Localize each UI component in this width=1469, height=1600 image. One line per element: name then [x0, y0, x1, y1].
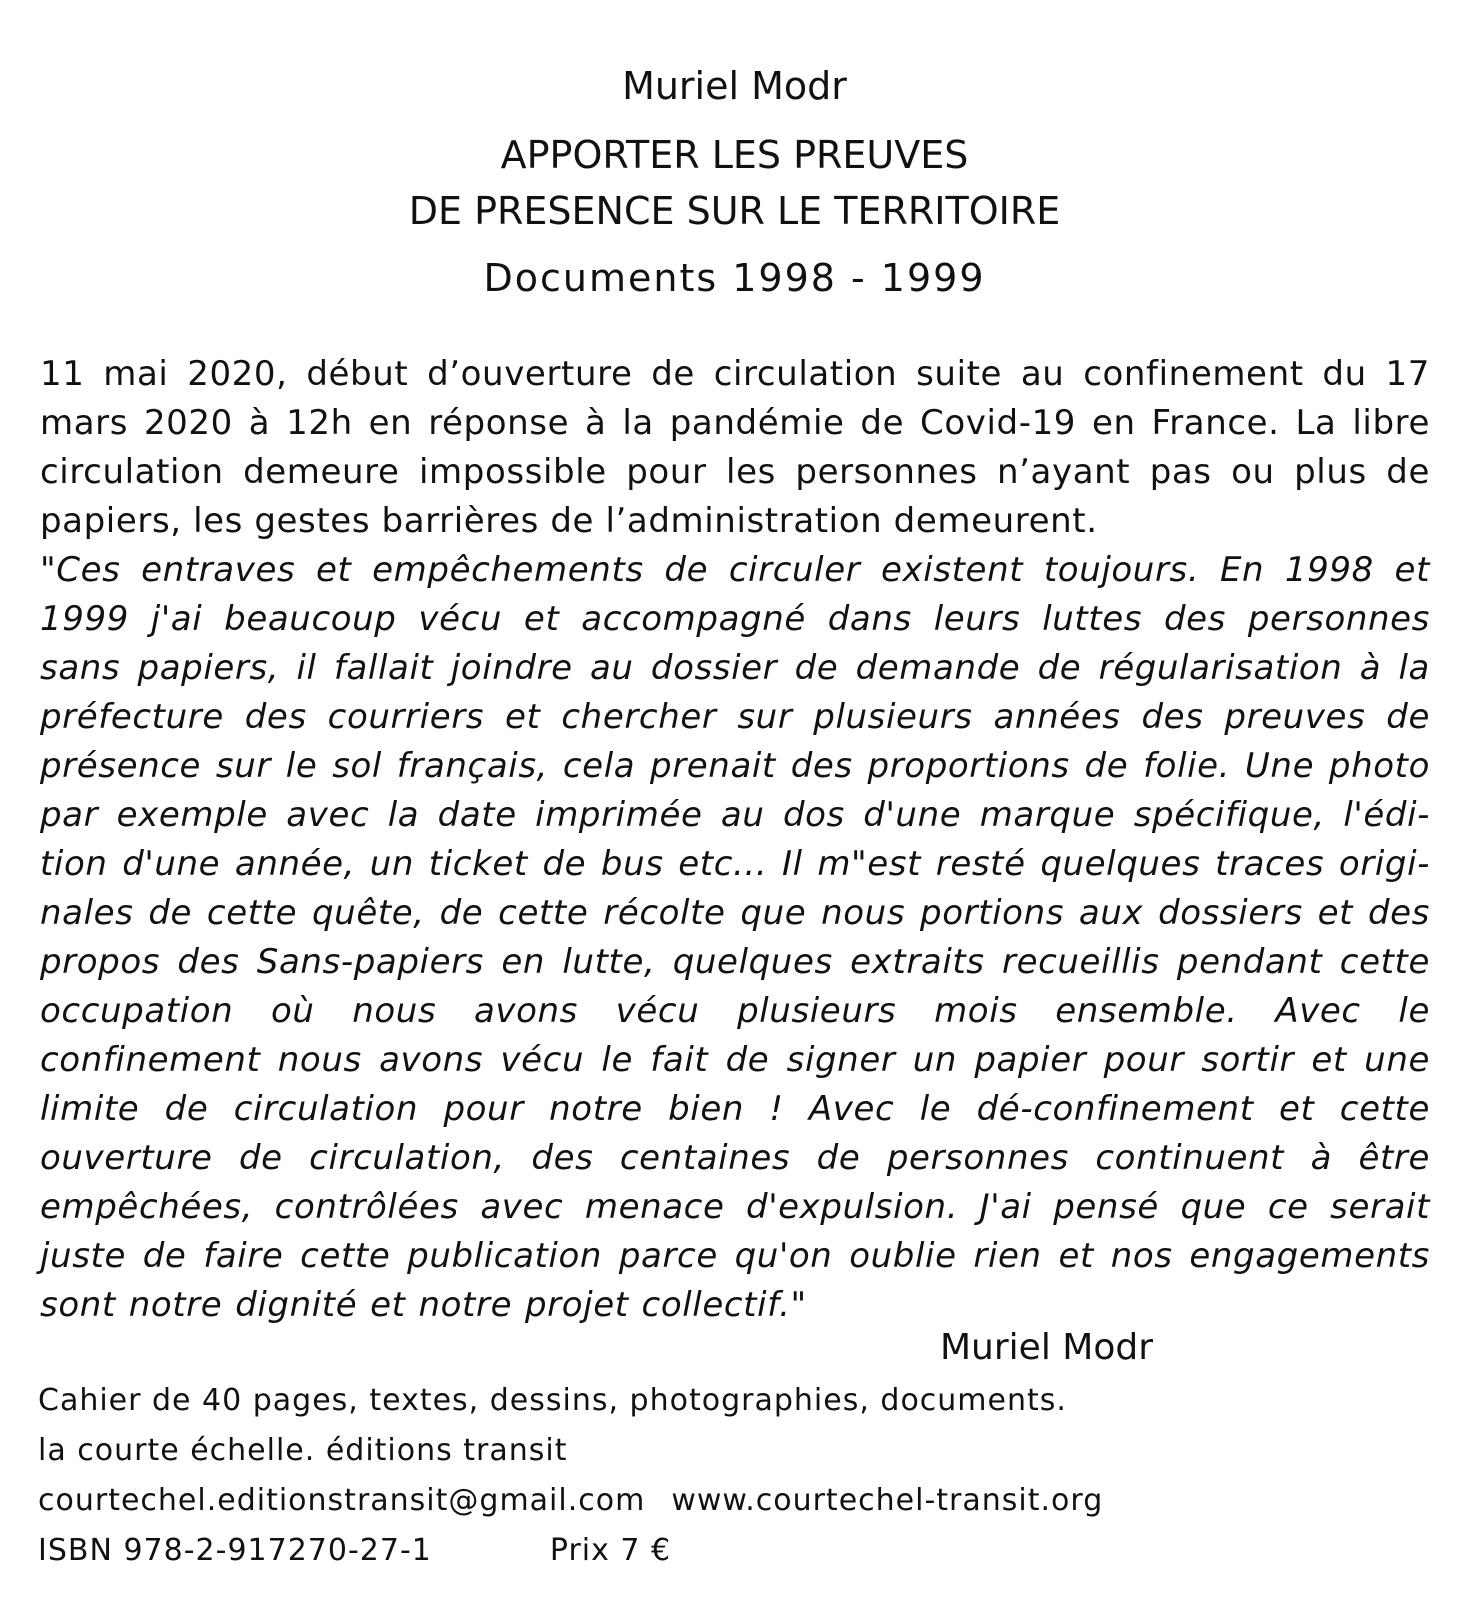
- book-description: Cahier de 40 pages, textes, dessins, photographies, documents.: [38, 1383, 1067, 1418]
- quote-paragraph: "Ces entraves et empêchements de circuler existent toujours. En 1998 et 1999 j'ai beaucoup vécu et accompagné dans leurs luttes des personnes sans papiers, il fallait joindre au dossier de demande de régularisation à la préfecture des courriers et chercher sur plusieurs années des preuves de présence sur le sol français, cela prenait des proportions de folie. Une photo par exemple avec la date imprimée au dos d'une marque spécifique, l'édi-tion d'une année, un ticket de bus etc... Il m"est resté quelques traces origi-nales de cette quête, de cette récolte que nous portions aux dossiers et des propos des Sans-papiers en lutte, quelques extraits recueillis pendant cette occupation où nous avons vécu plusieurs mois ensemble. Avec le confinement nous avons vécu le fait de signer un papier pour sortir et une limite de circulation pour notre bien ! Avec le dé-confinement et cette ouverture de circulation, des centaines de personnes continuent à être empêchées, contrôlées avec menace d'expulsion. J'ai pensé que ce serait juste de faire cette publication parce qu'on oublie rien et nos engagements sont notre dignité et notre projet collectif.": [40, 550, 1430, 1325]
- website-link[interactable]: www.courtechel-transit.org: [671, 1483, 1104, 1518]
- email-link[interactable]: courtechel.editionstransit@gmail.com: [38, 1483, 646, 1518]
- publisher-name: la courte échelle. éditions transit: [38, 1433, 568, 1468]
- signature: Muriel Modr: [940, 1327, 1154, 1368]
- price: Prix 7 €: [549, 1533, 672, 1568]
- author-name: Muriel Modr: [622, 64, 847, 108]
- intro-paragraph: 11 mai 2020, début d’ouverture de circulation suite au confinement du 17 mars 2020 à 12h en réponse à la pandémie de Covid-19 en France. La libre circulation demeure impossible pour les personnes n’ayant pas ou plus de papiers, les gestes barrières de l’administration demeurent.: [40, 354, 1430, 541]
- isbn-price-line: [38, 1531, 671, 1571]
- title-line-1: APPORTER LES PREUVES: [500, 133, 969, 177]
- subtitle: Documents 1998 - 1999: [483, 256, 986, 300]
- contact-line: [38, 1481, 1103, 1521]
- isbn: ISBN 978-2-917270-27-1: [38, 1533, 432, 1568]
- title-line-2: DE PRESENCE SUR LE TERRITOIRE: [408, 189, 1061, 233]
